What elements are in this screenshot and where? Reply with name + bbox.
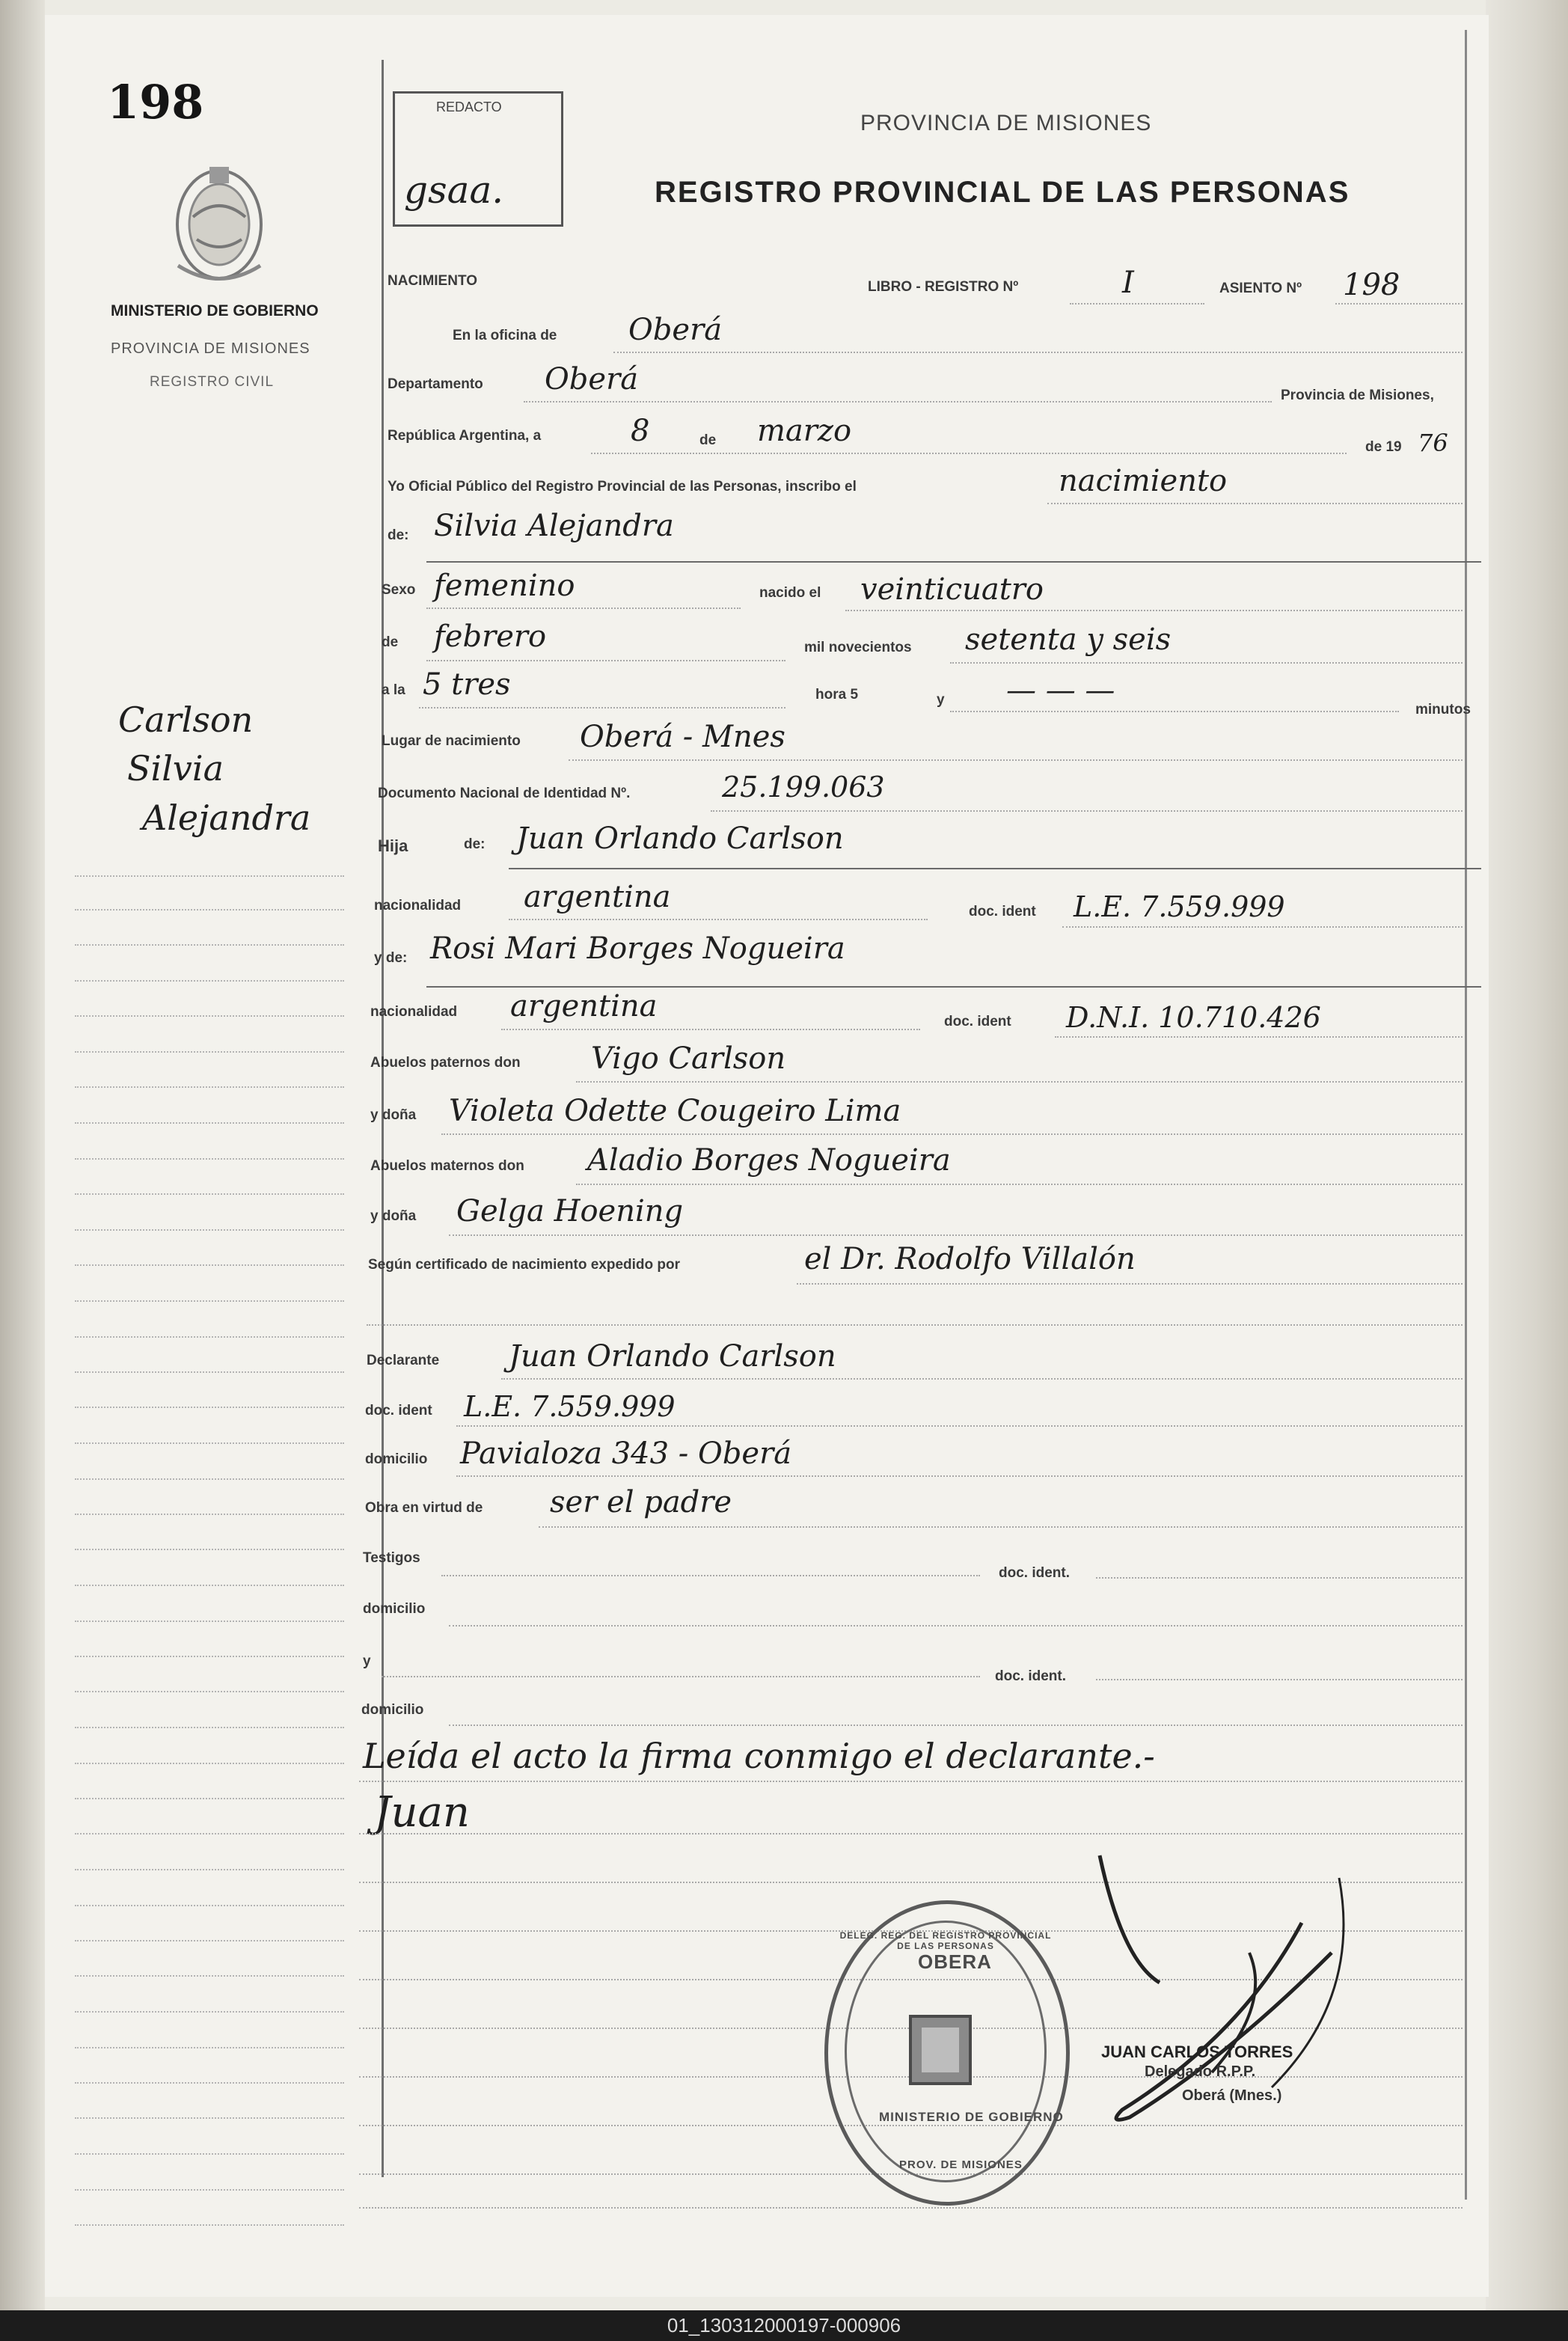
anio-label: de 19	[1365, 439, 1402, 455]
abm-label: Abuelos maternos don	[370, 1158, 524, 1174]
madre-value: Rosi Mari Borges Nogueira	[430, 931, 845, 966]
yde-label: y de:	[374, 950, 408, 966]
seal-emblem-icon	[903, 2009, 978, 2091]
anio-nac-value: setenta y seis	[965, 622, 1172, 657]
testigos-label: Testigos	[363, 1550, 420, 1566]
docid3-value: L.E. 7.559.999	[464, 1390, 676, 1423]
alas-value: 5 tres	[423, 667, 511, 702]
cert-value: el Dr. Rodolfo Villalón	[804, 1242, 1136, 1276]
lugar-value: Oberá - Mnes	[580, 720, 785, 754]
minutos-label: minutos	[1415, 702, 1471, 717]
page-edge	[1486, 0, 1568, 2310]
seal-ring-text: DELEG. REG. DEL REGISTRO PROVINCIAL DE LAS PERSONAS	[839, 1930, 1052, 1951]
nac1-value: argentina	[524, 880, 671, 914]
libro-value: I	[1122, 266, 1134, 300]
dia-value: 8	[631, 414, 650, 448]
nacido-value: veinticuatro	[860, 572, 1044, 607]
nombre-value: Silvia Alejandra	[434, 509, 674, 543]
hora-blank: — — —	[1006, 673, 1115, 708]
libro-label: LIBRO - REGISTRO Nº	[868, 279, 1019, 295]
obra-value: ser el padre	[550, 1485, 732, 1520]
mes-value: marzo	[757, 414, 852, 448]
declarant-signature: Juan	[374, 1788, 470, 1837]
dni-label: Documento Nacional de Identidad Nº.	[378, 786, 631, 801]
hora-label: hora 5	[815, 687, 859, 703]
page-title: REGISTRO PROVINCIAL DE LAS PERSONAS	[655, 176, 1350, 209]
abp-label: Abuelos paternos don	[370, 1055, 521, 1071]
margin-note-name2: Alejandra	[142, 798, 311, 838]
nac1-label: nacionalidad	[374, 898, 462, 914]
asiento-value: 198	[1343, 268, 1400, 302]
domicilio-value: Pavialoza 343 - Oberá	[460, 1436, 792, 1471]
seal-ministry: MINISTERIO DE GOBIERNO	[879, 2110, 1064, 2124]
anio-value: 76	[1418, 429, 1448, 457]
signatory-place: Oberá (Mnes.)	[1182, 2087, 1282, 2104]
nac2-value: argentina	[510, 989, 658, 1023]
domicilio-label: domicilio	[365, 1451, 428, 1467]
docid5-label: doc. ident.	[995, 1668, 1066, 1684]
departamento-value: Oberá	[545, 362, 639, 397]
lugar-label: Lugar de nacimiento	[382, 733, 521, 749]
sexo-value: femenino	[434, 569, 575, 603]
oficina-value: Oberá	[628, 313, 723, 347]
coat-of-arms-icon	[163, 153, 275, 288]
dni-value: 25.199.063	[722, 771, 885, 804]
signatory-title: Delegado R.P.P.	[1145, 2063, 1256, 2080]
departamento-label: Departamento	[388, 376, 483, 392]
redacto-label: REDACTO	[436, 100, 502, 114]
republica-label: República Argentina, a	[388, 428, 542, 444]
seal-province: PROV. DE MISIONES	[899, 2158, 1023, 2171]
ydona1-value: Violeta Odette Cougeiro Lima	[449, 1094, 901, 1128]
docid2-value: D.N.I. 10.710.426	[1066, 1001, 1321, 1034]
obra-label: Obra en virtud de	[365, 1500, 483, 1516]
ydona1-label: y doña	[370, 1107, 417, 1123]
docid2-label: doc. ident	[944, 1014, 1011, 1029]
abp-value: Vigo Carlson	[591, 1041, 786, 1076]
ydona2-label: y doña	[370, 1208, 417, 1224]
hija-label: Hija	[378, 836, 408, 855]
declarante-label: Declarante	[367, 1353, 440, 1368]
de-label: de	[699, 432, 717, 448]
image-code: 01_130312000197-000906	[0, 2310, 1568, 2341]
right-margin-line	[1465, 30, 1467, 2200]
ydona2-value: Gelga Hoening	[456, 1194, 684, 1228]
nombre-label: de:	[388, 527, 409, 543]
header-province: PROVINCIA DE MISIONES	[860, 111, 1152, 135]
registry-label: REGISTRO CIVIL	[150, 374, 275, 390]
closing-text: Leída el acto la firma conmigo el declarante.-	[363, 1736, 1155, 1776]
declarante-value: Juan Orlando Carlson	[509, 1339, 836, 1374]
asiento-label: ASIENTO Nº	[1219, 281, 1302, 296]
inscribo-value: nacimiento	[1059, 464, 1228, 498]
y2-label: y	[363, 1653, 371, 1669]
ministry-label: MINISTERIO DE GOBIERNO	[111, 302, 319, 319]
oficina-label: En la oficina de	[453, 328, 557, 343]
docid1-value: L.E. 7.559.999	[1074, 890, 1285, 923]
abm-value: Aladio Borges Nogueira	[587, 1143, 951, 1178]
docid4-label: doc. ident.	[999, 1565, 1070, 1581]
provincia-suffix: Provincia de Misiones,	[1281, 388, 1434, 403]
margin-note-name1: Silvia	[127, 748, 224, 789]
cert-label: Según certificado de nacimiento expedido por	[368, 1257, 681, 1273]
signatory-name: JUAN CARLOS TORRES	[1101, 2042, 1293, 2061]
official-seal	[824, 1900, 1070, 2206]
mes-nac-value: febrero	[434, 619, 547, 654]
alas-label: a la	[382, 682, 405, 698]
oficial-text: Yo Oficial Público del Registro Provincial de las Personas, inscribo el	[388, 479, 857, 495]
seal-city: OBERA	[918, 1950, 992, 1973]
book-spine	[0, 0, 45, 2310]
province-label: PROVINCIA DE MISIONES	[111, 340, 310, 357]
de3-label: de:	[464, 836, 486, 852]
de2-label: de	[382, 634, 399, 650]
docid3-label: doc. ident	[365, 1403, 432, 1419]
sexo-label: Sexo	[382, 582, 416, 598]
padre-value: Juan Orlando Carlson	[516, 821, 844, 856]
y-label: y	[937, 692, 945, 708]
page-number: 198	[107, 75, 204, 129]
domicilio3-label: domicilio	[361, 1702, 424, 1718]
nacido-label: nacido el	[759, 585, 821, 601]
nac2-label: nacionalidad	[370, 1004, 458, 1020]
mil-label: mil novecientos	[804, 640, 912, 655]
redacto-box	[393, 91, 563, 227]
redacto-initials: gsaa.	[404, 168, 504, 212]
record-type: NACIMIENTO	[388, 273, 477, 289]
domicilio2-label: domicilio	[363, 1601, 426, 1617]
margin-note-surname: Carlson	[118, 700, 254, 740]
docid1-label: doc. ident	[969, 904, 1036, 919]
